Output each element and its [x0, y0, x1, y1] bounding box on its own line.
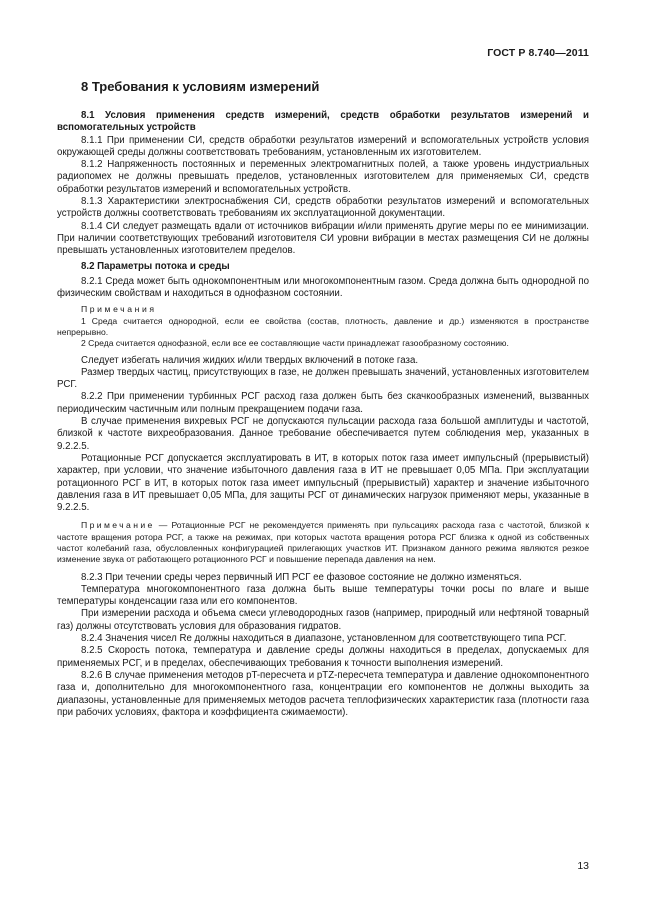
- paragraph-dew-point: Температура многокомпонентного газа должна быть выше температуры точки росы по влаге и выше температуры конденсации газа или его компонентов.: [57, 583, 589, 608]
- paragraph-8-1-4: 8.1.4 СИ следует размещать вдали от источников вибрации и/или применять другие меры по ее минимизации. При наличии соответствующих требований изготовителя СИ уровни вибрации в местах размещения СИ не должны превышать установленных изготовителем пределов.: [57, 220, 589, 257]
- paragraph-8-2-6: 8.2.6 В случае применения методов pT-пересчета и pTZ-пересчета температура и давление однокомпонентного газа и, дополнительно для многокомпонентного газа, концентрации его компонентов не должны выходить за диапазоны, установленные для применяемых методов расчета теплофизических характеристик газа (плотности газа при рабочих условиях, фактора и коэффициента сжимаемости).: [57, 669, 589, 718]
- page-number: 13: [577, 860, 589, 872]
- paragraph-8-1-1: 8.1.1 При применении СИ, средств обработки результатов измерений и вспомогательных устройств условия окружающей среды должны соответствовать требованиям, установленным их изготовителем.: [57, 134, 589, 158]
- note-2: 2 Среда считается однофазной, если все ее составляющие части принадлежат газообразному состоянию.: [81, 338, 509, 349]
- paragraph-8-2-3: 8.2.3 При течении среды через первичный ИП РСГ ее фазовое состояние не должно изменяться.: [81, 571, 522, 583]
- paragraph-inclusions: Следует избегать наличия жидких и/или твердых включений в потоке газа.: [81, 354, 419, 366]
- note-1: 1 Среда считается однородной, если ее свойства (состав, плотность, давление и др.) изменяются в пространстве непрерывно.: [57, 315, 589, 337]
- paragraph-particles: Размер твердых частиц, присутствующих в газе, не должен превышать значений, установленных изготовителем РСГ.: [57, 366, 590, 391]
- subsection-title-8-2: 8.2 Параметры потока и среды: [81, 260, 230, 272]
- paragraph-8-2-5: 8.2.5 Скорость потока, температура и давление среды должны находиться в пределах, допускаемых для применяемых РСГ, и в пределах, обеспечивающих требования к точности выполнения измерений.: [57, 645, 589, 669]
- paragraph-rotary: Ротационные РСГ допускается эксплуатировать в ИТ, в которых поток газа имеет импульсный (прерывистый) характер, при условии, что значение избыточного давления газа в ИТ не превышает 0,05 МПа. При эксплуатации ротационного РСГ в ИТ, в которых поток газа имеет импульсный (прерывистый) характер и значение избыточного давления газа в ИТ превышает 0,05 МПа, для защиты РСГ от динамических нагрузок применяют меры, указанные в 9.2.2.5.: [57, 452, 589, 514]
- page-content: [57, 78, 589, 719]
- standard-header: ГОСТ Р 8.740—2011: [487, 47, 589, 59]
- subsection-title-8-1: 8.1 Условия применения средств измерений, средств обработки результатов измерений и вспомогательных устройств: [57, 110, 589, 134]
- note-rotary-text: — Ротационные РСГ не рекомендуется применять при пульсациях расхода газа с частотой, близкой к частоте вращения ротора РСГ, а также на режимах, при которых частота вращения ротора РСГ близка к одной из собственных частот колебаний газа, обусловленных конфигурацией прилегающих участков ИТ. Признаком данного режима являются резкое изменение звука от работающего ротационного РСГ и повышение перепада давления на нем.: [57, 520, 589, 565]
- paragraph-8-2-1: 8.2.1 Среда может быть однокомпонентным или многокомпонентным газом. Среда должна быть однородной по физическим свойствам и находиться в однофазном состоянии.: [57, 275, 589, 300]
- section-title: 8 Требования к условиям измерений: [81, 79, 320, 94]
- note-lead: Примечание: [81, 520, 155, 531]
- paragraph-8-2-2: 8.2.2 При применении турбинных РСГ расход газа должен быть без скачкообразных изменений, вызванных периодическим частичным или полным прекращением подачи газа.: [57, 391, 589, 415]
- paragraph-vortex: В случае применения вихревых РСГ не допускаются пульсации расхода газа большой амплитуды и частотой, близкой к частоте вихреобразования. Данное требование обеспечивается путем соблюдения мер, указанных в 9.2.2.5.: [57, 416, 589, 452]
- notes-heading: Примечания: [81, 304, 157, 315]
- paragraph-8-2-4: 8.2.4 Значения чисел Re должны находиться в диапазоне, установленном для соответствующего типа РСГ.: [81, 633, 567, 645]
- note-rotary: [57, 520, 589, 565]
- paragraph-8-1-3: 8.1.3 Характеристики электроснабжения СИ, средств обработки результатов измерений и вспомогательных устройств должны соответствовать требованиям их эксплуатационной документации.: [57, 196, 589, 220]
- paragraph-hydrates: При измерении расхода и объема смеси углеводородных газов (например, природный или нефтяной товарный газ) должны отсутствовать условия для образования гидратов.: [57, 608, 589, 632]
- paragraph-8-1-2: 8.1.2 Напряженность постоянных и переменных электромагнитных полей, а также уровень индустриальных радиопомех не должны превышать пределов, установленных изготовителем для применяемых СИ, средств обработки результатов измерений и вспомогательных устройств.: [57, 159, 589, 195]
